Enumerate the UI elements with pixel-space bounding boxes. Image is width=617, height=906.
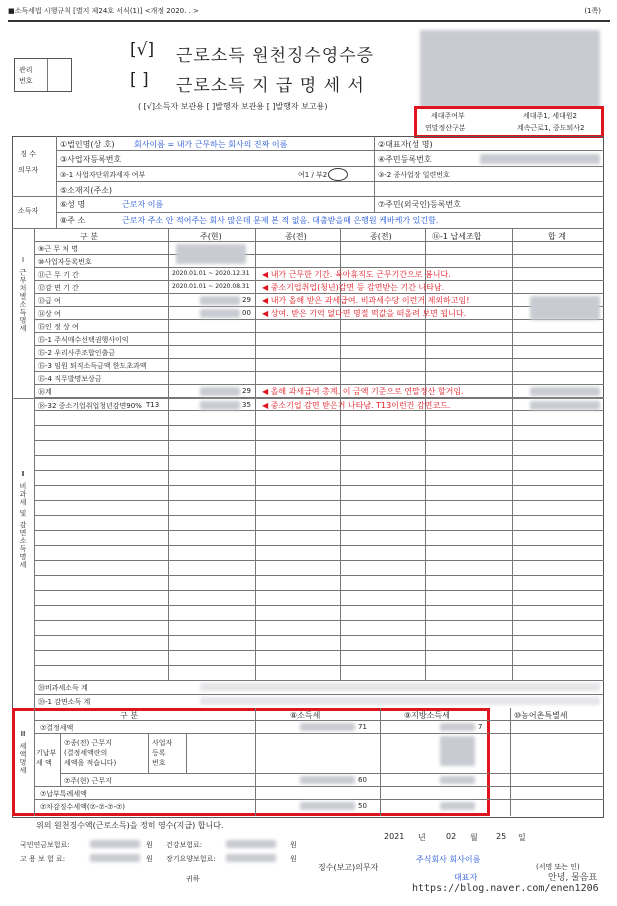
redacted-sum-column: [530, 296, 600, 320]
earner-address-label: ⑧주 소: [60, 216, 86, 225]
income-row-esop-withdraw: ⑮-2 우리사주조합인출금: [38, 349, 116, 357]
sign-label: (서명 또는 인): [536, 863, 580, 871]
representative-label: ②대표자(성 명): [378, 140, 433, 149]
income-row-stock-option: ⑮-1 주식매수선택권행사이익: [38, 336, 129, 344]
tax-section-label: Ⅲ 세액명세: [19, 730, 27, 775]
tax-col-local-tax: ⑨지방소득세: [404, 711, 450, 720]
note-reduce-code: ◀ 중소기업 감면 받은거 나타남. T13이런건 감면코드.: [262, 401, 451, 410]
household-value: 세대주1, 세대원2: [523, 112, 577, 120]
note-work-period: ◀ 내가 근무한 기간. 육아휴직도 근무기간으로 봄니다.: [262, 270, 451, 279]
determined-suffix-1: 71: [358, 723, 367, 731]
redacted-diff-tax: [300, 802, 355, 810]
unit-tax-label: ③-1 사업자단위과세자 여부: [60, 171, 146, 179]
redacted-current-tax: [300, 776, 355, 784]
title-check-2: [ ]: [130, 70, 149, 90]
date-year: 2021: [384, 832, 405, 841]
confirm-text: 위의 원천징수액(근로소득)을 정히 영수(지급) 합니다.: [36, 821, 224, 830]
health-label: 건강보험료:: [166, 841, 203, 849]
income-col-current: 주(현): [200, 232, 222, 241]
redacted-pension: [90, 840, 140, 848]
redacted-employment: [90, 854, 140, 862]
branch-label: ③-2 종사업장 일련번호: [378, 171, 450, 179]
form-reference: ■소득세법 시행규칙 [별지 제24호 서식(1)] <개정 2020. . >: [8, 7, 199, 15]
settlement-type-value: 계속근로1, 중도퇴사2: [517, 124, 585, 132]
note-total: ◀ 올해 과세급여 총계. 이 금액 기준으로 연말정산 할거임.: [262, 387, 464, 396]
page-number: (1쪽): [584, 7, 601, 15]
resident-number-label: ④주민등록번호: [378, 155, 432, 164]
total-suffix: 29: [242, 387, 251, 395]
redacted-health: [226, 840, 276, 848]
household-label: 세대주여부: [431, 112, 465, 120]
note-reduce-period: ◀ 중소기업취업(청년)감면 등 감면받는 기간 나타남.: [262, 283, 445, 292]
income-row-recognized-bonus: ⑮인 정 상 여: [38, 323, 79, 331]
diff-tax-label: ⑦차감징수세액(⑦-⑦-⑦-⑦): [40, 803, 125, 811]
watermark-name: 안녕, 물음표: [548, 873, 598, 883]
title-line-1: 근로소득 원천징수영수증: [176, 46, 375, 66]
earner-foreign-label: ⑦주민(외국인)등록번호: [378, 200, 461, 209]
income-row-workplace: ⑨근 무 처 명: [38, 245, 78, 253]
reduce-suffix: 35: [242, 401, 251, 409]
redacted-diff-local: [440, 802, 475, 810]
note-salary: ◀ 내가 올해 받은 과세급여. 비과세수당 이런거 제외하고임!: [262, 296, 470, 305]
current-suffix: 60: [358, 776, 367, 784]
date-day: 25: [496, 832, 507, 841]
reduce-total-label: ⑳-1 감면소득 계: [38, 698, 91, 706]
redacted-reduce-sum: [530, 401, 600, 410]
note-bonus: ◀ 상여. 받은 기억 없다면 명절 떡값을 떠올려 보면 됩니다.: [262, 309, 467, 318]
payer-representative: 대표자: [454, 873, 478, 882]
date-month-unit: 월: [470, 833, 478, 842]
income-row-bonus: ⑭상 여: [38, 310, 61, 318]
tax-col-category: 구 분: [120, 711, 138, 720]
redacted-resident-number: [480, 154, 600, 164]
date-month: 02: [446, 832, 457, 841]
title-line-2: 근로소득 지 급 명 세 서: [176, 76, 365, 96]
management-number-label: 관리 번호: [19, 66, 33, 85]
tax-col-income-tax: ⑧소득세: [290, 711, 321, 720]
special-tax-label: ⑦납부특례세액: [40, 790, 87, 798]
income-row-work-period: ⑪근 무 기 간: [38, 271, 79, 279]
date-day-unit: 일: [518, 833, 526, 842]
earner-section-label: 소득자: [18, 207, 39, 215]
pension-unit: 원: [146, 841, 153, 849]
income-row-invention: ⑮-4 직무발명보상금: [38, 375, 102, 383]
title-check-1: [√]: [130, 40, 155, 60]
redacted-total: [200, 387, 240, 396]
income-row-salary: ⑬급 여: [38, 297, 61, 305]
income-col-union: ⑯-1 납세조합: [432, 232, 482, 241]
determined-tax-label: ⑦결정세액: [40, 724, 74, 732]
addressee: 귀하: [186, 875, 200, 883]
prior-paid-label: 기납부 세 액: [36, 749, 57, 767]
payer-name: 주식회사 회사이름: [416, 855, 481, 864]
redacted-sum-total: [530, 387, 600, 396]
address-label: ⑤소재지(주소): [60, 186, 113, 195]
redacted-prior-local: [440, 736, 475, 766]
redacted-nontax-total: [200, 683, 600, 691]
unit-tax-value: 여1 / 부2: [298, 171, 328, 179]
management-number-box: [14, 58, 72, 92]
employment-unit: 원: [146, 855, 153, 863]
current-workplace-label: ⑦주(현) 근무지: [64, 777, 112, 785]
income-row-bizno: ⑩사업자등록번호: [38, 258, 92, 266]
redacted-reduce-amount: [200, 401, 240, 410]
salary-suffix: 29: [242, 296, 251, 304]
circled-choice: [328, 168, 348, 181]
reduce-row-label: ⑱-32 중소기업취업청년감면90%: [38, 402, 142, 410]
income-col-category: 구 분: [80, 232, 98, 241]
date-year-unit: 년: [418, 833, 426, 842]
earner-name-label: ⑥성 명: [60, 200, 86, 209]
biz-reg-label: 사업자 등록 번호: [152, 739, 173, 767]
earner-address-value: 근로자 주소 안 적어주는 회사 많은데 문제 본 적 없음. 대출받을때 은행원 케바케가 있긴함.: [122, 216, 439, 225]
watermark-url: https://blog.naver.com/enen1206: [412, 883, 599, 894]
health-unit: 원: [290, 841, 297, 849]
income-row-reduce-period: ⑫감 면 기 간: [38, 284, 79, 292]
redacted-workplace: [176, 244, 246, 264]
income-col-prior-2: 종(전): [370, 232, 392, 241]
payer-label: 징수(보고)의무자: [318, 863, 379, 872]
income-section-label: Ⅰ 근무처별소득명세: [19, 256, 27, 333]
settlement-type-label: 연말정산구분: [425, 124, 466, 132]
corp-name-value: 회사이름 = 내가 근무하는 회사의 진짜 이름: [134, 140, 288, 149]
redacted-current-local: [440, 776, 475, 784]
corp-name-label: ①법인명(상 호): [60, 140, 115, 149]
nontax-section-label: Ⅱ 비과세 및 감면소득명세: [19, 470, 27, 569]
tax-col-rural-tax: ⑩농어촌특별세: [514, 711, 568, 720]
income-col-prior-1: 종(전): [285, 232, 307, 241]
ltc-unit: 원: [290, 855, 297, 863]
residency-highlight: [414, 106, 604, 138]
employment-label: 고 용 보 험 료:: [20, 855, 66, 863]
determined-suffix-2: 7: [478, 723, 483, 731]
bonus-suffix: 00: [242, 309, 251, 317]
income-row-total: ⑯계: [38, 388, 52, 396]
business-number-label: ③사업자등록번호: [60, 155, 122, 164]
redacted-bonus: [200, 309, 240, 318]
pension-label: 국민연금보험료:: [20, 841, 70, 849]
diff-suffix: 50: [358, 802, 367, 810]
subtitle: ( [√]소득자 보관용 [ ]발행자 보관용 [ ]발행자 보고용): [138, 102, 328, 111]
nontax-total-label: ⑳비과세소득 계: [38, 684, 88, 692]
redacted-determined-tax: [300, 723, 355, 731]
work-period-value: 2020.01.01 ~ 2020.12.31: [172, 270, 250, 277]
income-row-exec-excess: ⑮-3 임원 퇴직소득금액 한도초과액: [38, 362, 147, 370]
income-col-total: 합 계: [548, 232, 566, 241]
ltc-label: 장기요양보험료:: [166, 855, 216, 863]
redacted-ltc: [226, 854, 276, 862]
prior-workplace-label: ⑦종(전) 근무지 (결정세액란의 세액을 적습니다): [64, 739, 117, 767]
reduce-period-value: 2020.01.01 ~ 2020.08.31: [172, 283, 250, 290]
redacted-determined-local: [440, 723, 475, 731]
earner-name-value: 근로자 이름: [122, 200, 164, 209]
withholder-section-label: 징 수 의무자: [18, 150, 39, 174]
redacted-reduce-total: [200, 697, 600, 705]
reduce-code: T13: [146, 401, 160, 409]
redacted-header-info: [420, 30, 600, 108]
redacted-salary: [200, 296, 240, 305]
